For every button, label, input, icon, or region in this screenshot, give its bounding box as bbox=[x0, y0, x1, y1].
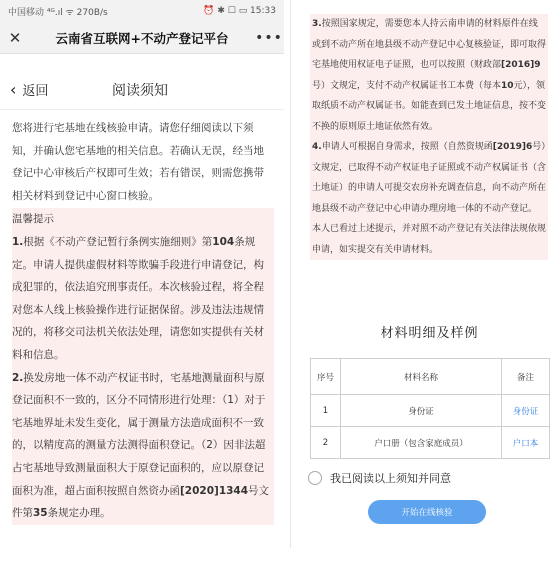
tip-text: 根据《不动产登记暂行条例实施细则》第 bbox=[23, 235, 213, 248]
notice-content bbox=[0, 117, 284, 525]
tip-text: 按照国家规定，需要您本人持云南申请的材料原件在线或到不动产所在地县级不动产登记中心复核验证，即可取得宅基地使用权证电子证照，也可以按照（财政部 bbox=[312, 19, 547, 70]
tip-text: 元），领取纸质不动产权属证书。如能查到已发土地证信息，按不变不换的原则原土地证依然有效。 bbox=[312, 80, 547, 132]
tip-number: 1. bbox=[12, 235, 24, 248]
chevron-left-icon: ‹ bbox=[10, 80, 17, 99]
tip-emph: 35 bbox=[33, 507, 48, 520]
agree-radio[interactable] bbox=[308, 471, 322, 485]
right-screen bbox=[300, 0, 559, 548]
tip-emph: [2019]6 bbox=[492, 142, 533, 152]
tip-text: 号）文规定，支付不动产权属证书工本费（每本 bbox=[312, 80, 502, 91]
table-row bbox=[311, 427, 550, 459]
tips-heading: 温馨提示 bbox=[12, 213, 54, 226]
tip-number: 2. bbox=[12, 371, 24, 384]
more-icon[interactable]: ••• bbox=[255, 29, 283, 46]
row-number: 1 bbox=[311, 395, 341, 427]
materials-title: 材料明细及样例 bbox=[380, 326, 479, 341]
tip-item-2 bbox=[12, 367, 270, 525]
row-material-name: 户口册（包含家庭成员） bbox=[341, 427, 502, 459]
tip-emph: [2016]9 bbox=[501, 60, 541, 70]
status-icons-time: ⏰ ✱ ☐ ▭ 15:33 bbox=[203, 6, 276, 16]
tip-text: 条规定。申请人提供虚假材料等欺骗手段进行申请登记，构成犯罪的，依法追究刑事责任。本次核验过程，将全程对您本人线上核验操作进行证据保留。涉及违法违规情况的，将移交司法机关依法处理，请您如实提供有关材料和信息。 bbox=[12, 235, 264, 361]
tips-box bbox=[12, 208, 274, 524]
status-bar bbox=[0, 0, 284, 22]
table-header-row bbox=[311, 359, 550, 395]
page-nav bbox=[0, 70, 284, 110]
back-label: 返回 bbox=[22, 84, 49, 99]
agree-label: 我已阅读以上须知并同意 bbox=[330, 472, 451, 485]
close-icon[interactable]: ✕ bbox=[8, 28, 22, 47]
tip-item-4 bbox=[312, 137, 546, 219]
row-material-name: 身份证 bbox=[341, 395, 502, 427]
row-number: 2 bbox=[311, 427, 341, 459]
tip-text: 号文件第 bbox=[12, 484, 270, 520]
start-verification-button[interactable]: 开始在线核验 bbox=[368, 500, 486, 524]
carrier-info: 中国移动 ⁴ᴳ.ıl ᯤ 270B/s bbox=[8, 7, 108, 18]
tip-number: 4. bbox=[312, 142, 322, 152]
agree-checkbox-row[interactable] bbox=[308, 470, 451, 486]
back-button[interactable] bbox=[0, 80, 90, 99]
tip-text: 申请人可根据自身需求，按照（自然资规函 bbox=[321, 142, 493, 152]
tip-emph: [2020]1344 bbox=[180, 484, 249, 497]
tip-text: 换发房地一体不动产权证书时，宅基地测量面积与原登记面积不一致的，区分不同情形进行处理：（1）对于宅基地界址未发生变化，属于测量方法造成面积不一致的，以精度高的测量方法测得面积登记。（2）因非法超占宅基地导致测量面积大于原登记面积的，应以原登记面积为准，超占面积按照自然资办函 bbox=[12, 371, 266, 497]
app-title-bar bbox=[0, 22, 284, 54]
left-screen bbox=[0, 0, 284, 548]
page-title: 阅读须知 bbox=[112, 82, 168, 99]
row-sample-link[interactable]: 户口本 bbox=[502, 427, 550, 459]
tip-text: 条规定办理。 bbox=[47, 507, 111, 520]
col-header-number: 序号 bbox=[311, 359, 341, 395]
notice-content-continued bbox=[310, 14, 548, 260]
tip-text: 号）文规定，已取得不动产权证电子证照或不动产权属证书（含土地证）的申请人可提交农房补充调查信息，向不动产所在地县级不动产登记中心申请办理房地一体的不动产登记。 bbox=[312, 142, 547, 214]
tip-item-1 bbox=[12, 231, 270, 367]
table-row bbox=[311, 395, 550, 427]
materials-table bbox=[310, 358, 550, 459]
tips-closing: 本人已看过上述提示，并对照不动产登记有关法律法规依规申请，如实提交有关申请材料。 bbox=[312, 224, 547, 255]
tip-item-3 bbox=[312, 14, 546, 137]
tips-box-continued bbox=[310, 14, 548, 260]
tip-number: 3. bbox=[312, 19, 322, 29]
app-title: 云南省互联网+不动产登记平台 bbox=[55, 30, 229, 46]
row-sample-link[interactable]: 身份证 bbox=[502, 395, 550, 427]
col-header-name: 材料名称 bbox=[341, 359, 502, 395]
panel-divider bbox=[290, 0, 291, 548]
tip-emph: 104 bbox=[212, 235, 235, 248]
intro-text: 您将进行宅基地在线核验申请。请您仔细阅读以下须知，并确认您宅基地的相关信息。若确认无误，经当地登记中心审核后产权即可生效；若有错误，则需您携带相关材料到登记中心窗口核验。 bbox=[12, 122, 264, 202]
col-header-note: 备注 bbox=[502, 359, 550, 395]
tip-emph: 10 bbox=[501, 80, 514, 91]
